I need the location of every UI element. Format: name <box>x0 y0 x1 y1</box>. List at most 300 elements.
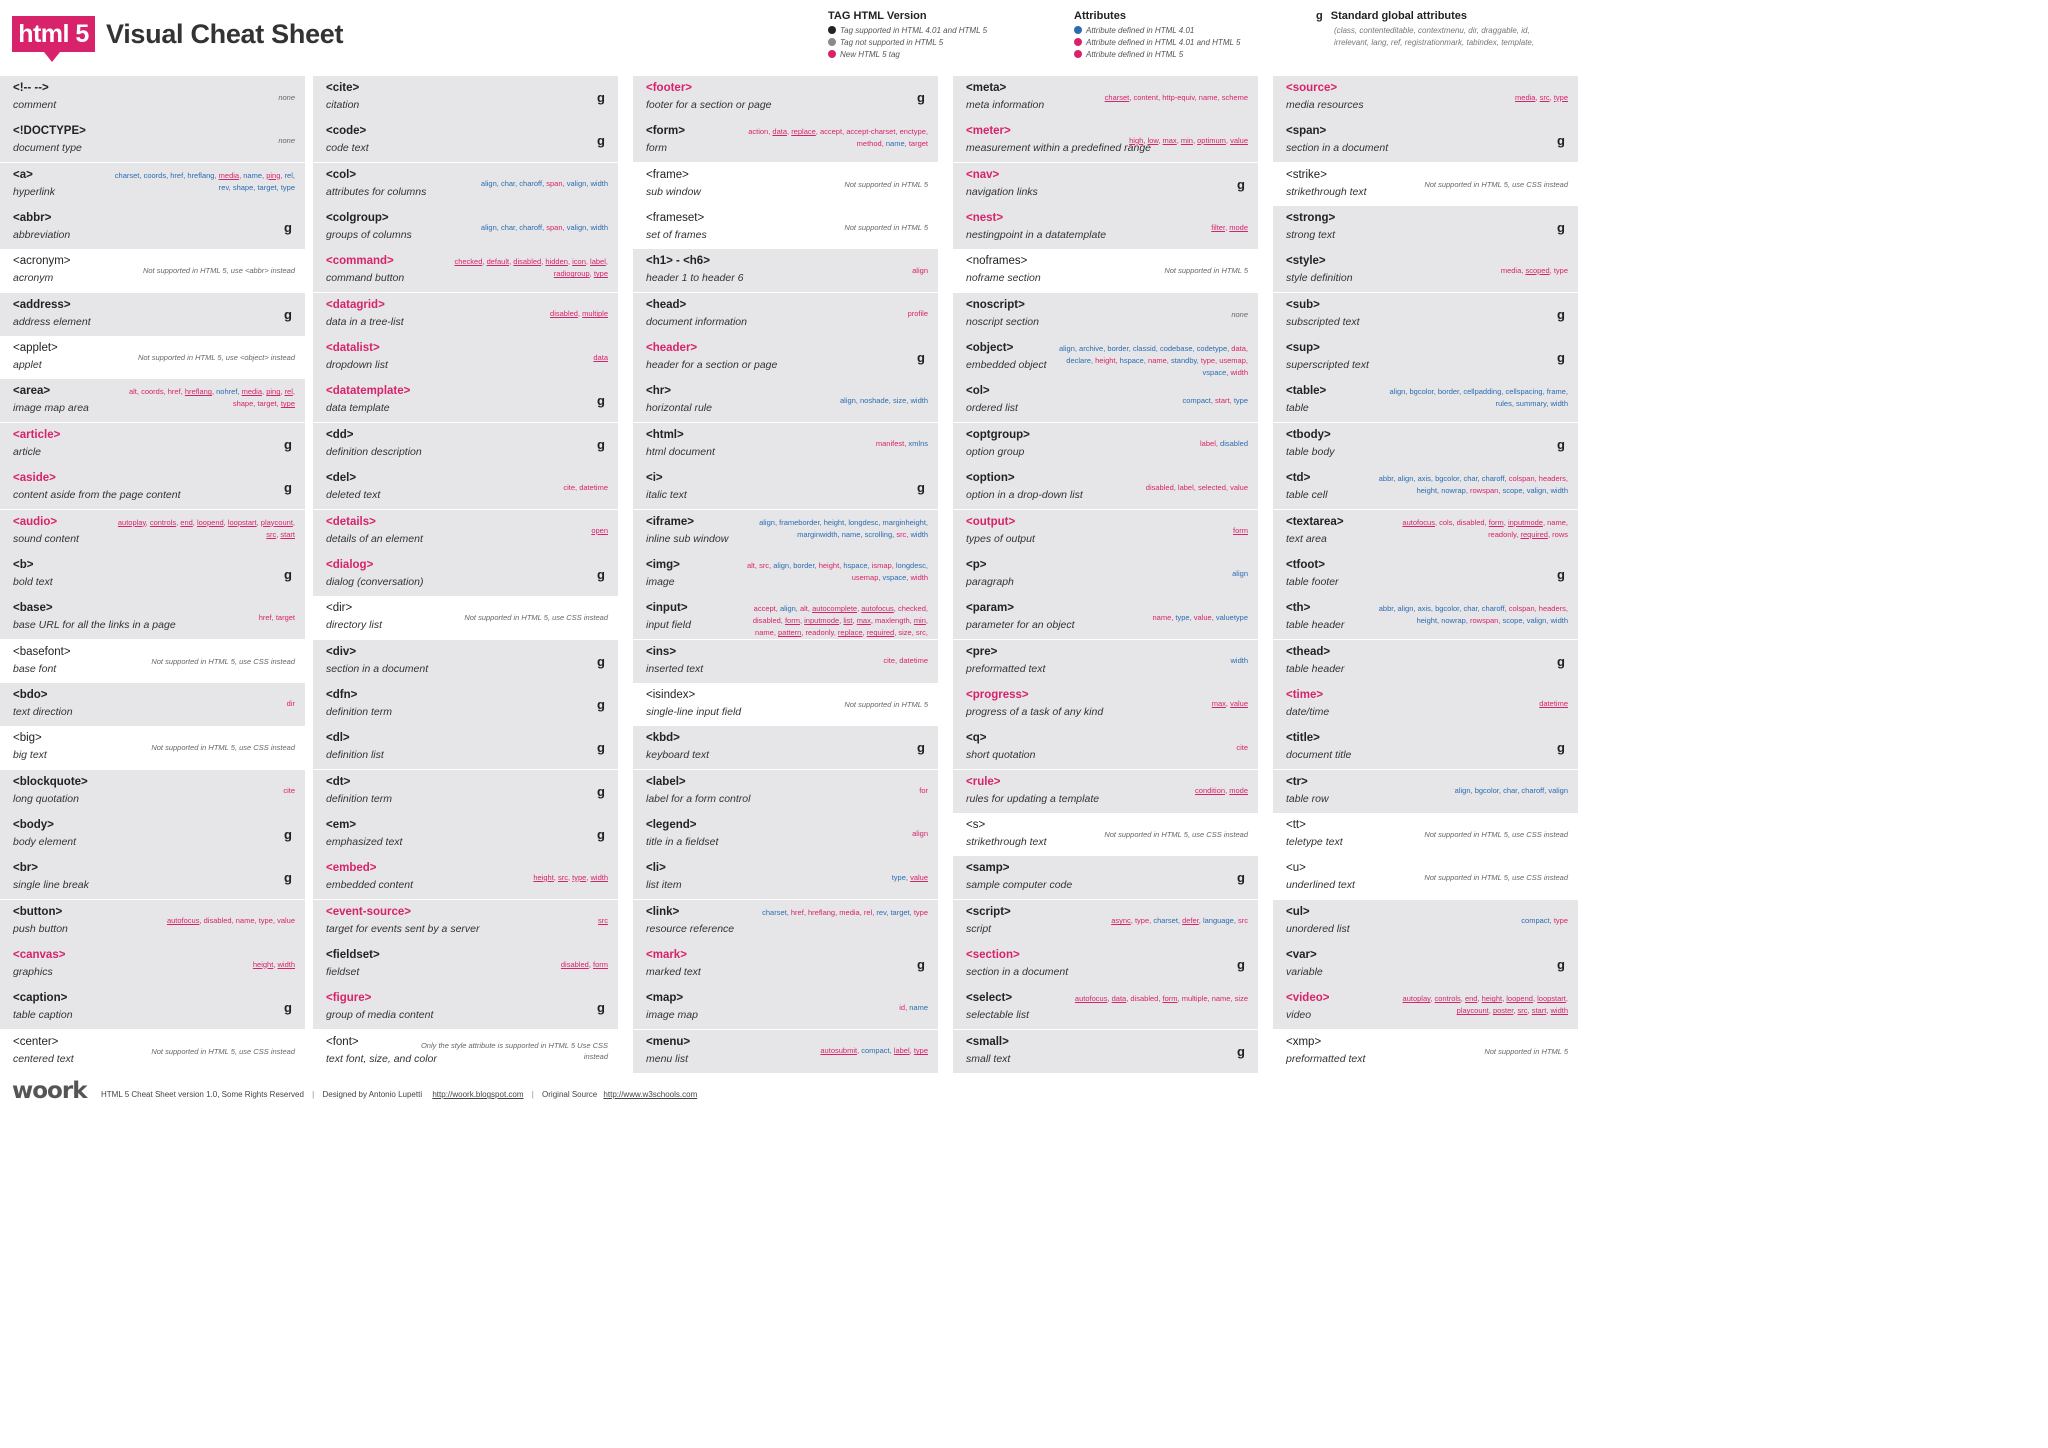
tag-name: <meta> <box>966 82 1007 94</box>
attribute-name: accept <box>819 127 843 137</box>
tag-name: <var> <box>1286 949 1317 961</box>
attribute-name: charoff <box>1481 604 1505 614</box>
tag-card <box>1273 119 1578 162</box>
tag-attributes: align, char, charoff, span, valign, width <box>480 222 608 232</box>
attribute-name: checked <box>897 604 926 614</box>
tag-name: <sup> <box>1286 342 1320 355</box>
tag-name: <dl> <box>326 732 350 745</box>
tag-card <box>633 986 938 1029</box>
attribute-name: border <box>793 560 815 570</box>
tag-attributes: align, bgcolor, char, charoff, valign <box>1454 786 1568 796</box>
attribute-name: alt <box>746 560 755 570</box>
tag-description: inserted text <box>646 662 704 675</box>
attribute-name: src <box>1539 92 1550 102</box>
attribute-name: disabled <box>203 916 232 926</box>
attribute-name: multiple <box>1181 994 1208 1004</box>
tag-card <box>953 943 1258 986</box>
gray-dot-icon <box>828 38 836 46</box>
tag-name: <code> <box>326 125 367 138</box>
attribute-name: src <box>266 529 277 539</box>
tag-name: <rule> <box>966 775 1001 788</box>
tag-description: style definition <box>1286 272 1353 285</box>
tag-card <box>313 466 618 509</box>
tag-description: preformatted text <box>1286 1052 1366 1065</box>
attribute-name: profile <box>907 309 928 319</box>
tag-attributes: accept, align, alt, autocomplete, autofocus, checked, disabled, form, inputmode, list, max, maxlength, min, name, pattern, readonly, replace, required, size, src, <box>738 603 928 651</box>
attribute-name: disabled <box>560 959 589 969</box>
attribute-name: longdesc <box>895 560 926 570</box>
tag-card <box>0 683 305 726</box>
tag-name: <center> <box>13 1035 59 1048</box>
tag-card <box>313 379 618 422</box>
tag-name: <p> <box>966 558 987 571</box>
tag-description: table footer <box>1286 575 1339 588</box>
attribute-name: disabled <box>1456 517 1485 527</box>
global-attr-g-icon: g <box>1316 10 1323 22</box>
attribute-name: type <box>280 182 295 192</box>
tag-name: <cite> <box>326 82 360 94</box>
global-attributes-icon: g <box>917 350 925 366</box>
tag-card <box>633 249 938 292</box>
tag-card <box>313 119 618 162</box>
tag-name: <select> <box>966 992 1013 1005</box>
attribute-name: noshade <box>860 395 889 405</box>
attribute-name: longdesc <box>848 517 879 527</box>
tag-name: <sub> <box>1286 298 1320 311</box>
tag-card <box>633 510 938 553</box>
tag-attributes: charset, href, hreflang, media, rel, rev, target, type <box>762 907 928 917</box>
attribute-name: name <box>1547 517 1566 527</box>
attribute-name: align <box>759 517 775 527</box>
attribute-name: frameborder <box>779 517 820 527</box>
tag-note: Not supported in HTML 5 <box>1484 1046 1568 1056</box>
attribute-name: height <box>1416 486 1438 496</box>
tag-description: comment <box>13 99 57 111</box>
attribute-name: valign <box>566 179 587 189</box>
attribute-name: type <box>1553 92 1568 102</box>
attribute-name: usemap <box>1219 356 1246 366</box>
attribute-name: for <box>919 786 928 796</box>
attribute-name: codebase <box>1159 344 1193 354</box>
attribute-name: loopstart <box>1537 994 1566 1004</box>
tag-card <box>953 379 1258 422</box>
tag-name: <xmp> <box>1286 1035 1322 1048</box>
attribute-name: alt <box>799 604 808 614</box>
attribute-name: align <box>480 179 497 189</box>
attribute-name: width <box>1550 616 1568 626</box>
tag-card <box>0 249 305 292</box>
tag-attributes <box>418 900 608 943</box>
tag-card <box>633 1030 938 1073</box>
tag-name: <dd> <box>326 428 354 441</box>
tag-name: <button> <box>13 905 63 918</box>
legend-row: Attribute defined in HTML 4.01 <box>1074 25 1240 37</box>
tag-description: small text <box>966 1052 1011 1065</box>
global-attributes-icon: g <box>1557 436 1565 452</box>
tag-name: <command> <box>326 255 394 268</box>
global-attributes-icon: g <box>597 393 605 409</box>
attribute-name: dir <box>286 699 295 709</box>
attribute-name: label <box>590 257 606 267</box>
tag-description: text direction <box>13 705 73 718</box>
tag-description: menu list <box>646 1052 689 1065</box>
attribute-name: end <box>180 517 193 527</box>
attribute-name: size <box>892 395 907 405</box>
attribute-name: autofocus <box>1074 994 1108 1004</box>
attribute-name: playcount <box>260 517 293 527</box>
tag-attributes: max, value <box>1211 699 1248 709</box>
tag-card <box>313 206 618 249</box>
tag-name: <del> <box>326 472 357 485</box>
tag-attributes: action, data, replace, accept, accept-charset, enctype, method, name, target <box>748 127 928 149</box>
tag-note: Not supported in HTML 5, use CSS instead <box>1424 179 1568 189</box>
tag-card <box>0 206 305 249</box>
tag-name: <body> <box>13 818 54 831</box>
attribute-name: media <box>218 170 240 180</box>
tag-card <box>0 163 305 206</box>
attribute-name: width <box>590 872 608 882</box>
attribute-name: value <box>1230 482 1248 492</box>
attribute-name: loopstart <box>227 517 257 527</box>
attribute-name: rowspan <box>1469 486 1499 496</box>
legend-title: Standard global attributes <box>1330 10 1468 22</box>
global-attributes-icon: g <box>1557 740 1565 756</box>
attribute-name: cellpadding <box>1463 387 1502 397</box>
attribute-name: rows <box>1552 529 1568 539</box>
tag-card <box>1273 943 1578 986</box>
attribute-name: name <box>909 1002 928 1012</box>
global-attributes-icon: g <box>917 90 925 105</box>
tag-name: <ins> <box>646 645 677 658</box>
tag-name: <font> <box>326 1035 359 1048</box>
tag-description: base font <box>13 662 57 675</box>
tag-description: meta information <box>966 99 1045 111</box>
tag-description: teletype text <box>1286 835 1343 848</box>
attribute-name: src <box>557 872 568 882</box>
tag-description: definition list <box>326 749 384 762</box>
attribute-name: scope <box>1502 486 1523 496</box>
tag-card <box>313 76 618 119</box>
attribute-name: poster <box>1492 1006 1514 1016</box>
source-link[interactable]: http://www.w3schools.com <box>603 1090 698 1099</box>
tag-card <box>313 163 618 206</box>
attribute-name: headers <box>1538 474 1566 484</box>
tag-name: <event-source> <box>326 905 412 918</box>
tag-description: details of an element <box>326 532 423 545</box>
tag-note: Not supported in HTML 5 <box>1164 266 1248 276</box>
attribute-name: required <box>866 628 895 638</box>
tag-note: Not supported in HTML 5, use CSS instead <box>464 613 608 623</box>
tag-card <box>1273 640 1578 683</box>
tag-card <box>633 293 938 336</box>
tag-attributes <box>1058 640 1248 683</box>
attribute-name: inputmode <box>1507 517 1543 527</box>
attribute-name: high <box>1129 135 1144 145</box>
attribute-name: type <box>1200 356 1216 366</box>
tag-description: variable <box>1286 966 1323 978</box>
tag-card <box>1273 466 1578 509</box>
designer-link[interactable]: http://woork.blogspot.com <box>432 1090 524 1099</box>
tag-name: <!-- --> <box>13 82 49 94</box>
blue-dot-icon <box>1074 26 1082 34</box>
tag-card <box>953 163 1258 206</box>
attribute-name: width <box>910 529 928 539</box>
tag-name: <datagrid> <box>326 298 385 311</box>
tag-card <box>1273 206 1578 249</box>
tag-name: <pre> <box>966 645 998 658</box>
attribute-name: disabled <box>1145 482 1174 492</box>
tag-attributes: checked, default, disabled, hidden, icon, label, radiogroup, type <box>454 257 608 279</box>
attribute-name: controls <box>1434 994 1461 1004</box>
tag-name: <link> <box>646 905 680 918</box>
tag-description: progress of a task of any kind <box>966 705 1104 718</box>
tag-card <box>953 640 1258 683</box>
tag-attributes: align, bgcolor, border, cellpadding, cellspacing, frame, rules, summary, width <box>1389 387 1568 409</box>
attribute-name: width <box>1550 486 1568 496</box>
tag-attributes: condition, mode <box>1195 786 1248 796</box>
tag-name: <frame> <box>646 168 689 181</box>
tag-name: <hr> <box>646 385 671 398</box>
tag-card <box>633 813 938 856</box>
tag-description: option in a drop-down list <box>966 489 1083 502</box>
tag-card <box>633 596 938 639</box>
attribute-name: src <box>896 529 907 539</box>
attribute-name: disabled <box>550 309 578 319</box>
tag-name: <script> <box>966 905 1011 918</box>
tag-card <box>953 249 1258 292</box>
attribute-name: start <box>280 529 295 539</box>
attribute-name: marginheight <box>882 517 926 527</box>
tag-description: applet <box>13 359 42 372</box>
tag-name: <div> <box>326 645 357 658</box>
global-attributes-icon: g <box>917 957 925 972</box>
tag-description: date/time <box>1286 705 1330 718</box>
global-attributes-icon: g <box>284 480 292 496</box>
tag-name: <datalist> <box>326 342 380 355</box>
attribute-name: marginwidth <box>797 529 838 539</box>
attribute-name: abbr <box>1378 474 1394 484</box>
tag-attributes <box>738 770 928 813</box>
tag-description: rules for updating a template <box>966 792 1100 805</box>
attribute-name: name <box>841 529 861 539</box>
attribute-name: href <box>170 170 184 180</box>
tag-name: <strike> <box>1286 168 1327 181</box>
tag-attributes: autofocus, data, disabled, form, multiple, name, size <box>1074 994 1248 1004</box>
tag-card <box>0 423 305 466</box>
tag-description: push button <box>13 922 68 935</box>
tag-description: parameter for an object <box>966 619 1075 632</box>
attribute-name: inputmode <box>804 616 840 626</box>
global-attributes-icon: g <box>284 870 292 886</box>
tag-attributes: autoplay, controls, end, loopend, loopstart, playcount, src, start <box>117 517 295 539</box>
tag-description: footer for a section or page <box>646 99 772 111</box>
tag-card <box>953 206 1258 249</box>
attribute-name: height <box>252 959 274 969</box>
tag-attributes <box>418 510 608 553</box>
legend-attributes <box>1074 10 1240 61</box>
tag-card <box>953 423 1258 466</box>
attribute-name: name <box>243 170 263 180</box>
attribute-name: rules <box>1495 399 1512 409</box>
attribute-name: rev <box>218 182 229 192</box>
tag-name: <tbody> <box>1286 428 1331 441</box>
attribute-name: selected <box>1197 482 1226 492</box>
tag-name: <base> <box>13 602 53 615</box>
attribute-name: filter <box>1211 222 1226 232</box>
tag-card <box>1273 1030 1578 1073</box>
tag-card <box>0 76 305 119</box>
attribute-name: href <box>258 612 272 622</box>
attribute-name: align <box>779 604 796 614</box>
attribute-name: media <box>241 387 263 397</box>
attribute-name: start <box>1215 395 1230 405</box>
tag-description: image map <box>646 1009 698 1022</box>
global-attributes-icon: g <box>284 826 292 842</box>
attribute-name: target <box>890 907 910 917</box>
tag-attributes: filter, mode <box>1211 222 1248 232</box>
attribute-name: replace <box>837 628 863 638</box>
tag-card <box>953 76 1258 119</box>
attribute-name: charset <box>1104 92 1130 102</box>
tag-card <box>0 900 305 943</box>
tag-name: <article> <box>13 428 61 441</box>
tag-description: section in a document <box>966 966 1069 978</box>
tag-attributes <box>105 683 295 726</box>
attribute-name: target <box>275 612 295 622</box>
tag-description: image <box>646 575 675 588</box>
tag-description: definition term <box>326 705 392 718</box>
attribute-name: href <box>790 907 804 917</box>
legend-tag-version <box>828 10 987 61</box>
attribute-name: http-equiv <box>1162 92 1195 102</box>
tag-note: Not supported in HTML 5 <box>844 223 928 233</box>
attribute-name: charoff <box>1481 474 1505 484</box>
tag-card <box>1273 249 1578 292</box>
tag-description: embedded content <box>326 879 413 892</box>
tag-description: table header <box>1286 662 1345 675</box>
tag-name: <acronym> <box>13 255 71 268</box>
footer-version: HTML 5 Cheat Sheet version 1.0, Some Rights Reserved <box>101 1090 304 1099</box>
tag-name: <frameset> <box>646 212 705 225</box>
attribute-name: valign <box>566 222 587 232</box>
tag-description: dropdown list <box>326 359 388 372</box>
tag-description: big text <box>13 749 47 762</box>
tag-card <box>313 553 618 596</box>
attribute-name: max <box>1162 135 1177 145</box>
attribute-name: name <box>1148 356 1167 366</box>
global-attributes-icon: g <box>1237 176 1245 192</box>
tag-attributes: async, type, charset, defer, language, src <box>1111 916 1248 926</box>
tag-name: <ol> <box>966 385 990 398</box>
attribute-name: scrolling <box>864 529 893 539</box>
tag-description: paragraph <box>966 575 1014 588</box>
attribute-name: start <box>1531 1006 1547 1016</box>
global-attributes-icon: g <box>284 436 292 452</box>
tag-attributes: label, disabled <box>1200 439 1248 449</box>
tag-name: <datatemplate> <box>326 385 411 398</box>
attribute-name: name <box>885 139 905 149</box>
tag-name: <mark> <box>646 949 687 961</box>
tag-attributes: align, noshade, size, width <box>839 395 928 405</box>
attribute-name: form <box>784 616 800 626</box>
global-attributes-icon: g <box>597 566 605 582</box>
tag-name: <span> <box>1286 125 1327 138</box>
attribute-name: height <box>823 517 845 527</box>
tag-note: none <box>278 93 295 102</box>
tag-attributes: height, width <box>252 959 295 969</box>
tag-attributes: height, src, type, width <box>533 872 608 882</box>
attribute-name: autofocus <box>861 604 894 614</box>
tag-name: <td> <box>1286 472 1311 485</box>
tag-card <box>953 770 1258 813</box>
tag-description: single-line input field <box>646 705 742 718</box>
tag-note: Not supported in HTML 5 <box>844 699 928 709</box>
tag-name: <dialog> <box>326 558 374 571</box>
attribute-name: hidden <box>545 257 568 267</box>
attribute-name: loopend <box>1506 994 1533 1004</box>
tag-attributes: name, type, value, valuetype <box>1152 612 1248 622</box>
tag-card <box>313 249 618 292</box>
tag-card <box>953 119 1258 162</box>
attribute-name: summary <box>1516 399 1547 409</box>
tag-description: underlined text <box>1286 879 1355 892</box>
tag-description: attributes for columns <box>326 185 427 198</box>
attribute-name: bgcolor <box>1409 387 1434 397</box>
tag-card <box>953 986 1258 1029</box>
attribute-name: optimum <box>1197 135 1226 145</box>
tag-name: <big> <box>13 732 42 745</box>
tag-description: section in a document <box>326 662 429 675</box>
attribute-name: disabled <box>752 616 781 626</box>
attribute-name: rel <box>284 387 293 397</box>
attribute-name: height <box>1416 616 1438 626</box>
tag-description: nestingpoint in a datatemplate <box>966 229 1107 242</box>
tag-description: measurement within a predefined range <box>966 142 1152 155</box>
tag-name: <tr> <box>1286 775 1308 788</box>
tag-attributes: abbr, align, axis, bgcolor, char, charoff, colspan, headers, height, nowrap, rowspan, scope, valign, width <box>1378 604 1568 626</box>
tag-description: image map area <box>13 402 89 415</box>
attribute-name: mode <box>1229 222 1248 232</box>
global-attributes-icon: g <box>917 480 925 496</box>
tag-note: Not supported in HTML 5, use CSS instead <box>1424 873 1568 883</box>
attribute-name: height <box>1481 994 1503 1004</box>
attribute-name: disabled <box>1220 439 1248 449</box>
attribute-name: coords <box>143 170 167 180</box>
tag-name: <figure> <box>326 992 372 1005</box>
footer-designer: Designed by Antonio Lupetti <box>322 1090 423 1099</box>
attribute-name: datetime <box>1539 699 1568 709</box>
tag-description: definition description <box>326 445 422 458</box>
attribute-name: align <box>773 560 790 570</box>
attribute-name: charoff <box>1521 786 1545 796</box>
tag-description: text font, size, and color <box>326 1052 437 1065</box>
attribute-name: max <box>856 616 871 626</box>
tag-note: Not supported in HTML 5, use CSS instead <box>1104 829 1248 839</box>
tag-attributes: alt, coords, href, hreflang, nohref, media, ping, rel, shape, target, type <box>128 387 295 409</box>
global-attributes-icon: g <box>1237 870 1245 886</box>
tag-attributes: media, src, type <box>1515 92 1568 102</box>
tag-description: strikethrough text <box>966 835 1047 848</box>
tag-card <box>1273 423 1578 466</box>
attribute-name: size <box>1234 994 1248 1004</box>
tag-card <box>313 986 618 1029</box>
tag-name: <details> <box>326 515 376 528</box>
tag-attributes: compact, start, type <box>1182 395 1248 405</box>
tag-card <box>633 856 938 899</box>
tag-attributes: autofocus, cols, disabled, form, inputmode, name, readonly, required, rows <box>1402 517 1568 539</box>
page-footer <box>0 1074 1568 1109</box>
attribute-name: type <box>1134 916 1150 926</box>
